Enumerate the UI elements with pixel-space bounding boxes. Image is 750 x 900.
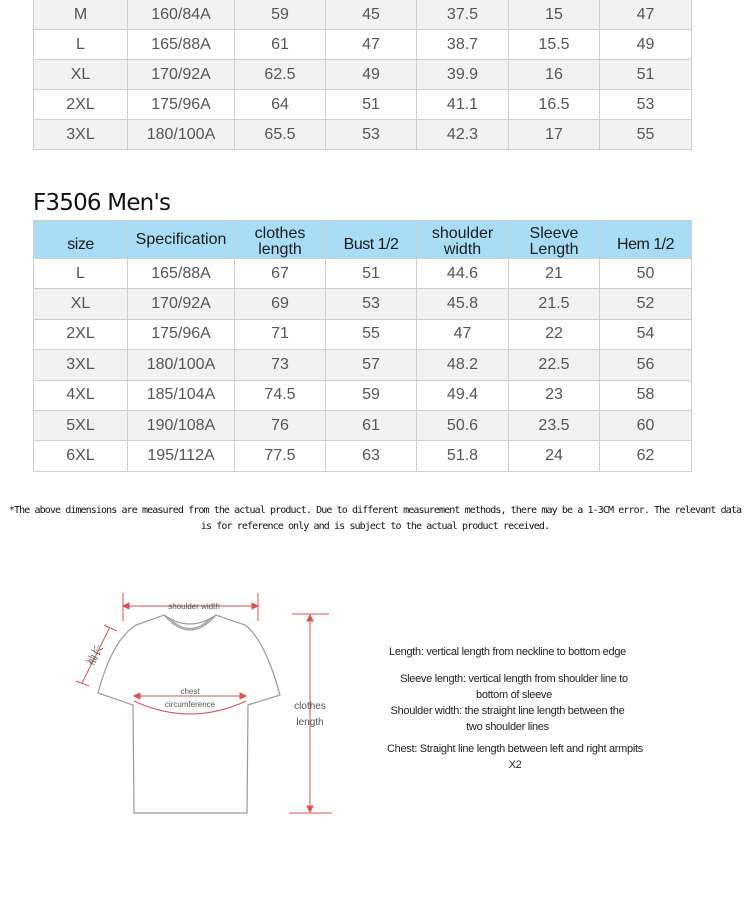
cell-bust: 61 (326, 410, 417, 440)
cell-bust: 53 (326, 289, 417, 319)
cell-clothes-length: 67 (235, 259, 326, 289)
size-chart-table-f3506 (33, 220, 692, 472)
cell-shoulder-width: 37.5 (417, 0, 509, 30)
cell-size: 3XL (34, 350, 128, 380)
cell-specification: 180/100A (128, 350, 235, 380)
cell-size: 3XL (34, 120, 128, 150)
table-row (34, 0, 692, 30)
cell-size: 2XL (34, 319, 128, 349)
header-clothes-length (235, 221, 326, 259)
cell-shoulder-width: 48.2 (417, 350, 509, 380)
legend-chest: Chest: Straight line length between left and right armpits X2 (387, 743, 643, 771)
header-sleeve-length-line2: Length (529, 241, 579, 258)
t-shirt-measurement-diagram (70, 585, 340, 820)
header-hem: Hem 1/2 (600, 221, 692, 259)
table-header-row (34, 221, 692, 259)
cell-bust: 57 (326, 350, 417, 380)
cell-sleeve-length: 16 (509, 60, 600, 90)
header-clothes-length-line1: clothes (254, 225, 306, 242)
cell-hem: 52 (600, 289, 692, 319)
cell-clothes-length: 61 (235, 30, 326, 60)
cell-shoulder-width: 41.1 (417, 90, 509, 120)
cell-size: 4XL (34, 380, 128, 410)
table-row (34, 289, 692, 319)
header-shoulder-width-line2: width (443, 241, 482, 258)
cell-shoulder-width: 39.9 (417, 60, 509, 90)
cell-hem: 58 (600, 380, 692, 410)
table-row (34, 319, 692, 349)
cell-clothes-length: 77.5 (235, 441, 326, 471)
cell-specification: 160/84A (128, 0, 235, 30)
cell-clothes-length: 71 (235, 319, 326, 349)
cell-hem: 60 (600, 410, 692, 440)
cell-bust: 55 (326, 319, 417, 349)
cell-size: 5XL (34, 410, 128, 440)
cell-hem: 50 (600, 259, 692, 289)
cell-clothes-length: 73 (235, 350, 326, 380)
table-row (34, 90, 692, 120)
header-shoulder-width-line1: shoulder (431, 225, 494, 242)
cell-clothes-length: 59 (235, 0, 326, 30)
cell-specification: 195/112A (128, 441, 235, 471)
cell-clothes-length: 74.5 (235, 380, 326, 410)
sleeve-length-label: 袖长 (84, 643, 106, 669)
cell-bust: 45 (326, 0, 417, 30)
cell-sleeve-length: 22 (509, 319, 600, 349)
table-row (34, 30, 692, 60)
cell-shoulder-width: 42.3 (417, 120, 509, 150)
chest-label-line2: circumference (164, 700, 216, 709)
cell-specification: 180/100A (128, 120, 235, 150)
header-sleeve-length-line1: Sleeve (529, 225, 579, 242)
legend-shoulder-width: Shoulder width: the straight line length between the two shoulder lines (390, 705, 625, 733)
cell-hem: 47 (600, 0, 692, 30)
cell-specification: 175/96A (128, 90, 235, 120)
cell-shoulder-width: 44.6 (417, 259, 509, 289)
table-row (34, 259, 692, 289)
size-chart-table-previous (33, 0, 692, 150)
cell-bust: 51 (326, 259, 417, 289)
legend-sleeve-length: Sleeve length: vertical length from shoulder line to bottom of sleeve (400, 673, 628, 701)
cell-specification: 170/92A (128, 289, 235, 319)
cell-shoulder-width: 49.4 (417, 380, 509, 410)
cell-shoulder-width: 45.8 (417, 289, 509, 319)
clothes-length-label-line2: length (296, 717, 324, 728)
cell-sleeve-length: 21 (509, 259, 600, 289)
cell-size: 6XL (34, 441, 128, 471)
table-row (34, 120, 692, 150)
chest-label-line1: chest (180, 687, 200, 696)
cell-specification: 185/104A (128, 380, 235, 410)
cell-hem: 53 (600, 90, 692, 120)
header-sleeve-length (509, 221, 600, 259)
cell-specification: 165/88A (128, 30, 235, 60)
cell-hem: 56 (600, 350, 692, 380)
cell-hem: 49 (600, 30, 692, 60)
cell-bust: 47 (326, 30, 417, 60)
cell-size: XL (34, 60, 128, 90)
cell-size: M (34, 0, 128, 30)
cell-sleeve-length: 16.5 (509, 90, 600, 120)
measurement-disclaimer: *The above dimensions are measured from the actual product. Due to different measurement methods, there may be a 1-3CM error. The relevant data is for reference only and is subject to the actual product received. (8, 505, 742, 532)
table-row (34, 380, 692, 410)
cell-shoulder-width: 38.7 (417, 30, 509, 60)
cell-shoulder-width: 50.6 (417, 410, 509, 440)
cell-sleeve-length: 22.5 (509, 350, 600, 380)
cell-sleeve-length: 23 (509, 380, 600, 410)
header-size: size (34, 221, 128, 259)
cell-bust: 53 (326, 120, 417, 150)
cell-hem: 62 (600, 441, 692, 471)
cell-sleeve-length: 17 (509, 120, 600, 150)
cell-size: L (34, 30, 128, 60)
cell-hem: 55 (600, 120, 692, 150)
header-specification: Specification (128, 221, 235, 259)
cell-specification: 170/92A (128, 60, 235, 90)
table-row (34, 350, 692, 380)
cell-bust: 51 (326, 90, 417, 120)
cell-clothes-length: 65.5 (235, 120, 326, 150)
table-row (34, 441, 692, 471)
header-shoulder-width (417, 221, 509, 259)
cell-size: L (34, 259, 128, 289)
clothes-length-line (289, 614, 332, 813)
section-title: F3506 Men's (33, 190, 171, 216)
cell-clothes-length: 76 (235, 410, 326, 440)
header-bust: Bust 1/2 (326, 221, 417, 259)
cell-sleeve-length: 21.5 (509, 289, 600, 319)
cell-clothes-length: 69 (235, 289, 326, 319)
cell-shoulder-width: 47 (417, 319, 509, 349)
cell-specification: 165/88A (128, 259, 235, 289)
cell-specification: 175/96A (128, 319, 235, 349)
shoulder-width-label: shoulder width (168, 602, 220, 611)
cell-clothes-length: 64 (235, 90, 326, 120)
table-row (34, 410, 692, 440)
cell-bust: 49 (326, 60, 417, 90)
cell-sleeve-length: 23.5 (509, 410, 600, 440)
clothes-length-label-line1: clothes (294, 701, 326, 712)
cell-sleeve-length: 15.5 (509, 30, 600, 60)
cell-size: XL (34, 289, 128, 319)
cell-hem: 54 (600, 319, 692, 349)
cell-sleeve-length: 15 (509, 0, 600, 30)
cell-specification: 190/108A (128, 410, 235, 440)
cell-shoulder-width: 51.8 (417, 441, 509, 471)
table-row (34, 60, 692, 90)
cell-hem: 51 (600, 60, 692, 90)
legend-length: Length: vertical length from neckline to bottom edge (389, 646, 626, 658)
header-clothes-length-line2: length (258, 241, 302, 258)
cell-bust: 59 (326, 380, 417, 410)
cell-bust: 63 (326, 441, 417, 471)
cell-clothes-length: 62.5 (235, 60, 326, 90)
cell-sleeve-length: 24 (509, 441, 600, 471)
cell-size: 2XL (34, 90, 128, 120)
